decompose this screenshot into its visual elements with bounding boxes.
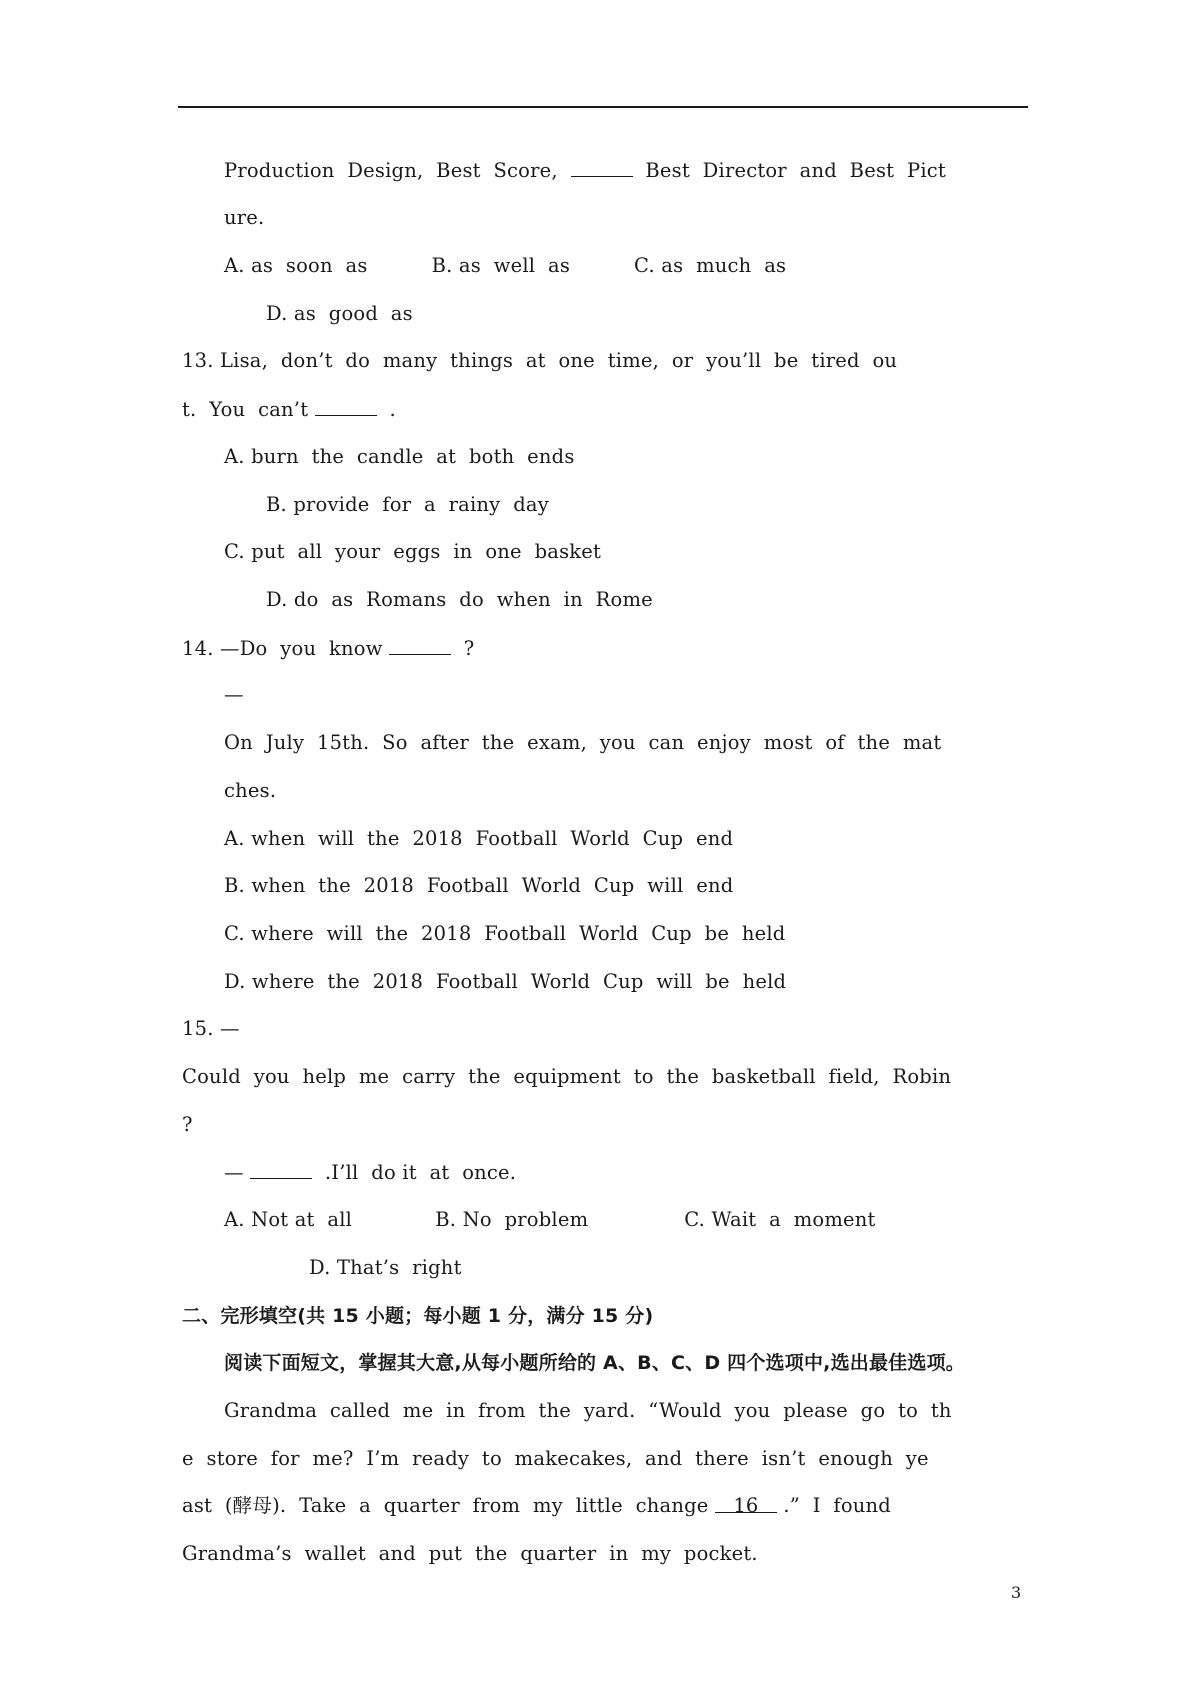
text-line: t. You can’t .	[182, 398, 396, 421]
option-line: D. do as Romans do when in Rome	[266, 588, 653, 611]
passage-line: Grandma’s wallet and put the quarter in my pocket.	[182, 1542, 758, 1565]
option-line: A. burn the candle at both ends	[224, 445, 575, 468]
answer-blank	[250, 1160, 312, 1179]
page-number: 3	[1011, 1583, 1022, 1602]
header-rule	[178, 106, 1028, 108]
section-instruction: 阅读下面短文，掌握其大意,从每小题所给的 A、B、C、D 四个选项中,选出最佳选项。	[224, 1352, 965, 1374]
option-line: A. as soon as B. as well as C. as much as	[224, 254, 787, 277]
text-line: ches.	[224, 779, 277, 802]
passage-line: Grandma called me in from the yard. “Would you please go to th	[224, 1399, 952, 1422]
option-line: C. where will the 2018 Football World Cup be held	[224, 922, 786, 945]
question-13: 13. Lisa, don’t do many things at one time, or you’ll be tired ou	[182, 349, 898, 372]
question-14: 14. —Do you know ?	[182, 637, 475, 660]
text-line: — .I’ll do it at once.	[224, 1161, 517, 1184]
option-line: B. when the 2018 Football World Cup will end	[224, 874, 734, 897]
answer-blank	[571, 158, 633, 177]
text-line: On July 15th. So after the exam, you can enjoy most of the mat	[224, 731, 942, 754]
text-line: —	[224, 683, 244, 706]
option-line: D. as good as	[266, 302, 413, 325]
question-15: 15. —	[182, 1017, 240, 1040]
answer-blank	[389, 636, 451, 655]
text-line: Production Design, Best Score, Best Director and Best Pict	[224, 159, 946, 182]
text-line: Could you help me carry the equipment to the basketball field, Robin	[182, 1065, 952, 1088]
option-line: D. where the 2018 Football World Cup will be held	[224, 970, 787, 993]
numbered-blank: 16	[715, 1494, 777, 1513]
option-line: C. put all your eggs in one basket	[224, 540, 602, 563]
section-heading: 二、完形填空(共 15 小题；每小题 1 分，满分 15 分)	[182, 1305, 654, 1327]
option-line: A. Not at all B. No problem C. Wait a moment	[224, 1208, 876, 1231]
text-line: ure.	[224, 206, 265, 229]
passage-line: ast (酵母). Take a quarter from my little change 16 .” I found	[182, 1494, 891, 1517]
answer-blank	[315, 397, 377, 416]
option-line: D. That’s right	[309, 1256, 462, 1279]
passage-line: e store for me? I’m ready to makecakes, and there isn’t enough ye	[182, 1447, 929, 1470]
option-line: A. when will the 2018 Football World Cup end	[224, 827, 734, 850]
option-line: B. provide for a rainy day	[266, 493, 549, 516]
text-line: ?	[182, 1113, 193, 1136]
